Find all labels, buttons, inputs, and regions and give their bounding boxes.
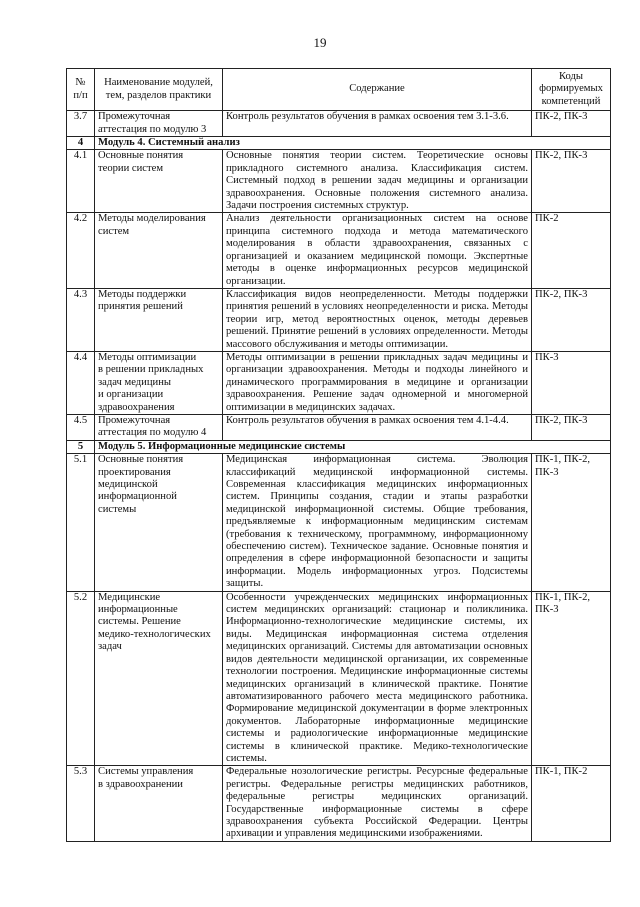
module-number: 5 (67, 440, 95, 453)
row-content: Основные понятия теории систем. Теоретические основы прикладного системного анализа. Классификация систем. Системный подход в решении задач медицины и организации здравоохранения. Основные положения системного анализа. Задачи построения системных структур. (223, 150, 532, 213)
row-content: Анализ деятельности организационных систем на основе принципа системного подхода и метода математического моделирования в области здравоохранения, связанных с организацией и оказанием медицинской помощи. Экспертные методы в оценке информационных ресурсов медицинской организации. (223, 213, 532, 288)
header-number: № п/п (67, 69, 95, 111)
row-topic-name: Промежуточная аттестация по модулю 3 (95, 111, 223, 137)
module-number: 4 (67, 137, 95, 150)
row-content: Методы оптимизации в решении прикладных задач медицины и организации здравоохранения. Методы и подходы линейного и динамического программирования в медицине и организации здравоохранения. Решение задач одномерной и многомерной оптимизации в медицинских задачах. (223, 351, 532, 414)
row-number: 4.1 (67, 150, 95, 213)
row-topic-name: Медицинские информационные системы. Решение медико-технологических задач (95, 591, 223, 766)
table-row (67, 591, 611, 766)
row-codes: ПК-2, ПК-3 (532, 414, 611, 440)
module-title: Модуль 5. Информационные медицинские системы (95, 440, 611, 453)
row-codes: ПК-1, ПК-2 (532, 766, 611, 841)
row-topic-name: Системы управления в здравоохранении (95, 766, 223, 841)
row-topic-name: Методы поддержки принятия решений (95, 288, 223, 351)
row-number: 4.4 (67, 351, 95, 414)
curriculum-table (66, 68, 611, 842)
row-number: 4.2 (67, 213, 95, 288)
row-codes: ПК-2, ПК-3 (532, 150, 611, 213)
row-topic-name: Основные понятия теории систем (95, 150, 223, 213)
row-codes: ПК-2, ПК-3 (532, 111, 611, 137)
header-competence-codes: Коды формируемых компетенций (532, 69, 611, 111)
row-topic-name: Промежуточная аттестация по модулю 4 (95, 414, 223, 440)
row-number: 5.2 (67, 591, 95, 766)
table-row (67, 414, 611, 440)
table-header-row (67, 69, 611, 111)
row-codes: ПК-3 (532, 351, 611, 414)
table-row (67, 766, 611, 841)
row-codes: ПК-1, ПК-2, ПК-3 (532, 591, 611, 766)
header-module-name: Наименование модулей, тем, разделов практики (95, 69, 223, 111)
table-row (67, 454, 611, 591)
table-row (67, 150, 611, 213)
table-row (67, 351, 611, 414)
header-content: Содержание (223, 69, 532, 111)
row-content: Контроль результатов обучения в рамках освоения тем 3.1-3.6. (223, 111, 532, 137)
row-codes: ПК-2, ПК-3 (532, 288, 611, 351)
table-row (67, 213, 611, 288)
row-topic-name: Основные понятия проектирования медицинской информационной системы (95, 454, 223, 591)
row-codes: ПК-1, ПК-2, ПК-3 (532, 454, 611, 591)
row-topic-name: Методы моделирования систем (95, 213, 223, 288)
row-content: Медицинская информационная система. Эволюция классификаций медицинской информационной системы. Современная классификация медицинских информационных систем. Принципы создания, стадии и этапы разработки медицинской информационной системы. Общие требования, предъявляемые к информационным медицинским системам (требования к техническому, программному, информационному обеспечению систем). Техническое задание. Основные понятия и определения в сфере информационной безопасности и защиты информации. Модель информационных угроз. Подсистемы защиты. (223, 454, 532, 591)
row-content: Особенности учрежденческих медицинских информационных систем медицинских организаций: стационар и поликлиника. Информационно-технологические медицинские системы, их виды. Медицинская информационная система отделения медицинских организаций. Системы для автоматизации основных видов деятельности медицинской организации, их современные технологии построения. Медицинские информационные системы медицинских организаций в клинической практике. Понятие автоматизированного рабочего места медицинского работника. Формирование медицинской документации в форме электронных документов. Лабораторные информационные медицинские системы и радиологические информационные медицинские системы в клинической практике. Медико-технологические системы. (223, 591, 532, 766)
row-content: Контроль результатов обучения в рамках освоения тем 4.1-4.4. (223, 414, 532, 440)
row-content: Классификация видов неопределенности. Методы поддержки принятия решений в условиях неопределенности и риска. Методы теории игр, метод вероятностных оценок, методы деревьев решений. Принятие решений в условиях определенности. Методы массового обслуживания и методы оптимизации. (223, 288, 532, 351)
row-number: 5.1 (67, 454, 95, 591)
row-number: 3.7 (67, 111, 95, 137)
row-codes: ПК-2 (532, 213, 611, 288)
page-number: 19 (313, 35, 327, 50)
row-number: 4.5 (67, 414, 95, 440)
row-topic-name: Методы оптимизации в решении прикладных задач медицины и организации здравоохранения (95, 351, 223, 414)
module-title: Модуль 4. Системный анализ (95, 137, 611, 150)
row-number: 5.3 (67, 766, 95, 841)
table-row (67, 111, 611, 137)
module-row (67, 137, 611, 150)
table-row (67, 288, 611, 351)
row-number: 4.3 (67, 288, 95, 351)
row-content: Федеральные нозологические регистры. Ресурсные федеральные регистры. Федеральные регистры медицинских работников, федеральные регистры медицинских организаций. Государственные информационные системы в сфере здравоохранения субъекта Российской Федерации. Центры архивации и управления медицинскими изображениями. (223, 766, 532, 841)
module-row (67, 440, 611, 453)
